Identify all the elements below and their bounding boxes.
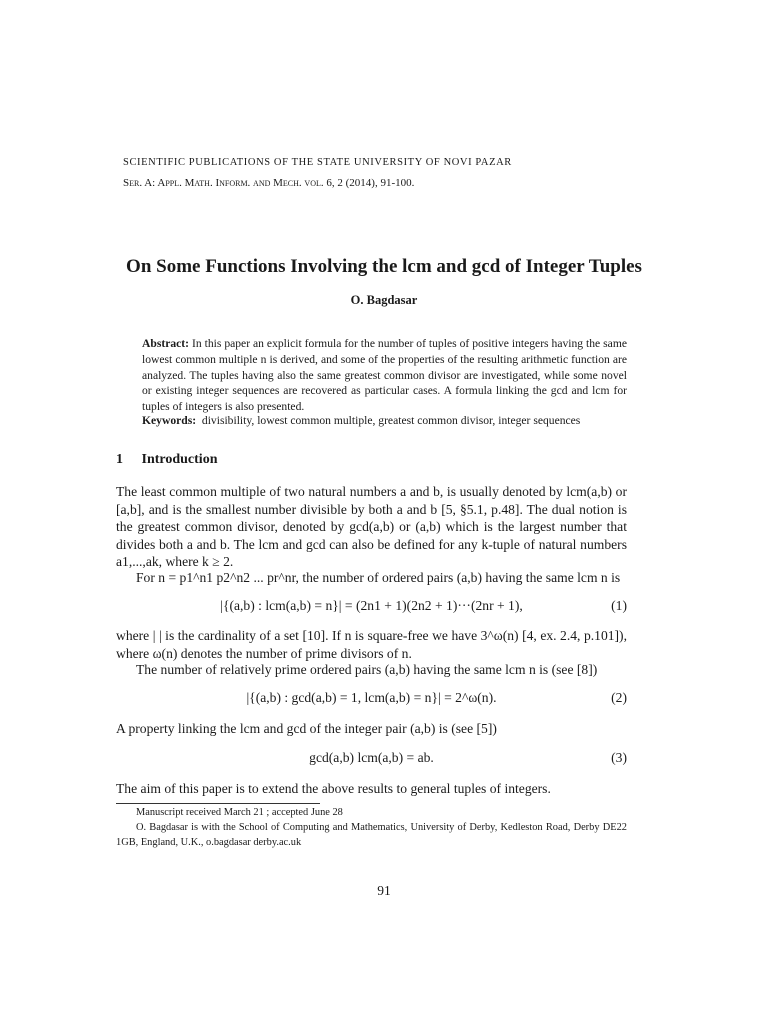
page-number: 91 [377,883,391,898]
paper-title: On Some Functions Involving the lcm and gcd of Integer Tuples [126,256,642,277]
paragraph-4: The number of relatively prime ordered pairs (a,b) having the same lcm n is (see [8]) [136,662,598,677]
section-heading [116,452,217,468]
footnote-divider [116,803,320,804]
abstract-label: Abstract: [142,337,190,350]
equation-1-number: (1) [611,598,627,613]
equation-2-formula: |{(a,b) : gcd(a,b) = 1, lcm(a,b) = n}| = 2^ω(n). [246,690,497,705]
equation-1-formula: |{(a,b) : lcm(a,b) = n}| = (2n1 + 1)(2n2 + 1)···(2nr + 1), [220,598,523,613]
abstract [142,336,627,415]
equation-3-number: (3) [611,750,627,765]
paragraph-3: where | | is the cardinality of a set [10]. If n is square-free we have 3^ω(n) [4, ex. 2.4, p.101]), where ω(n) denotes the number of prime divisors of n. [116,628,627,661]
equation-2-number: (2) [611,690,627,705]
equation-3-formula: gcd(a,b) lcm(a,b) = ab. [309,750,434,765]
paper-author: O. Bagdasar [350,293,418,307]
journal-series: Ser. A: Appl. Math. Inform. and Mech. vol. 6, 2 (2014), 91-100. [123,177,415,189]
footnote-affiliation: O. Bagdasar is with the School of Computing and Mathematics, University of Derby, Kedleston Road, Derby DE22 1GB, England, U.K., o.bagdasar derby.ac.uk [116,822,627,848]
keywords-label: Keywords: [142,414,197,427]
section-title: Introduction [141,452,218,467]
footnote-received: Manuscript received March 21 ; accepted June 28 [136,807,343,818]
paragraph-2: For n = p1^n1 p2^n2 ... pr^nr, the number of ordered pairs (a,b) having the same lcm n is [136,570,621,585]
journal-name: SCIENTIFIC PUBLICATIONS OF THE STATE UNIVERSITY OF NOVI PAZAR [123,157,512,168]
keywords-text: divisibility, lowest common multiple, greatest common divisor, integer sequences [201,414,581,427]
abstract-text: In this paper an explicit formula for the number of tuples of positive integers having the same lowest common multiple n is derived, and some of the properties of the resulting arithmetic function are analyzed. The tuples having also the same greatest common divisor are investigated, while some novel or existing integer sequences are recovered as particular cases. A formula linking the gcd and lcm for tuples of integers is also presented. [142,337,627,414]
section-number: 1 [116,452,123,467]
paragraph-6: The aim of this paper is to extend the above results to general tuples of integers. [116,781,551,796]
paragraph-5: A property linking the lcm and gcd of the integer pair (a,b) is (see [5]) [116,721,497,736]
keywords [142,414,632,427]
paragraph-1: The least common multiple of two natural numbers a and b, is usually denoted by lcm(a,b) or [a,b], and is the smallest number divisible by both a and b [5, §5.1, p.48]. The dual notion is the greatest common divisor, denoted by gcd(a,b) or (a,b) which is the largest number that divides both a and b. The lcm and gcd can also be defined for any k-tuple of natural numbers a1,...,ak, where k ≥ 2. [116,484,627,570]
